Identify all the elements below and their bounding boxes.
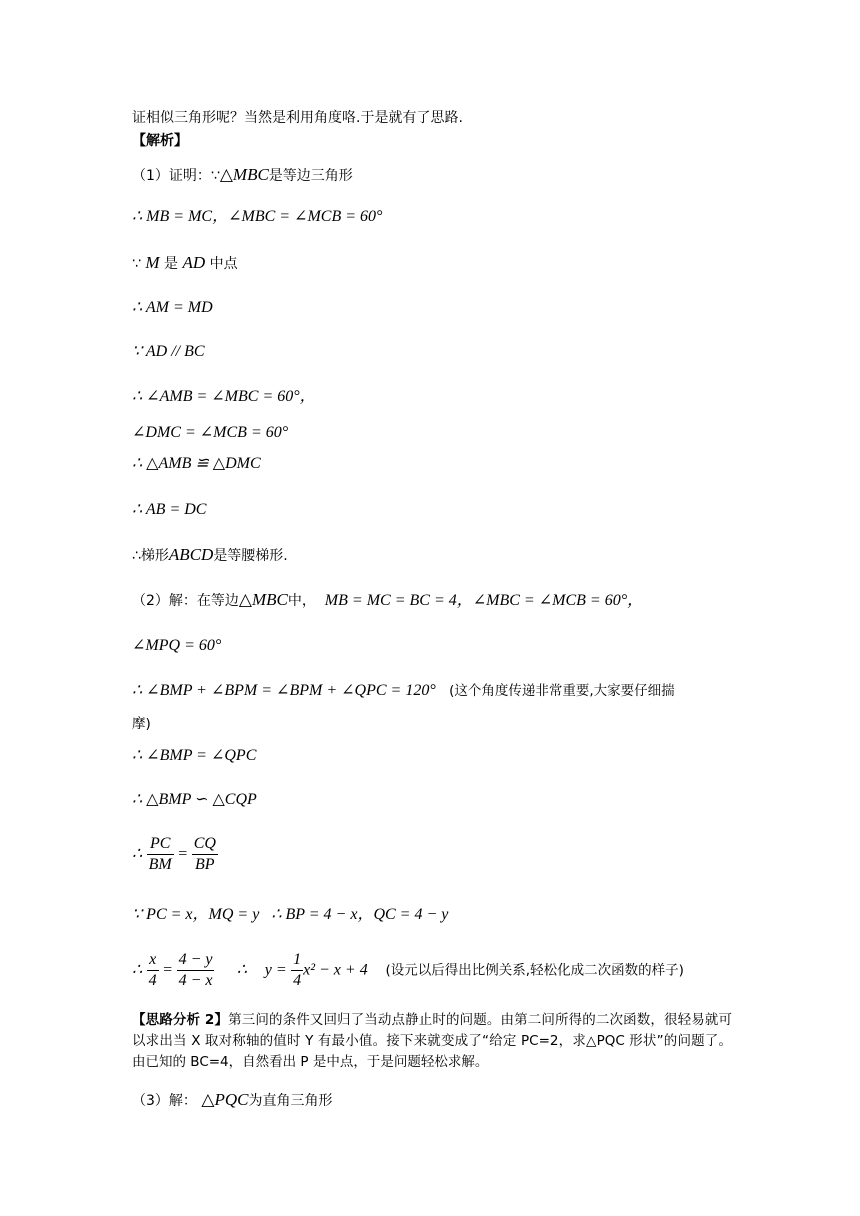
- section-heading-analysis: 【解析】: [132, 133, 188, 149]
- solution-line-4: ∴ ∠BMP = ∠QPC: [132, 747, 257, 764]
- proof-line-5: ∵ AD // BC: [132, 343, 205, 360]
- analysis-paragraph: 【思路分析 2】第三问的条件又回归了当动点静止时的问题。由第二问所得的二次函数，很轻易就可以求出当 X 取对称轴的值时 Y 有最小值。接下来就变成了“给定 PC=2，求△PQC 形状”的问题了。由已知的 BC=4，自然看出 P 是中点，于是问题轻松求解。: [132, 1012, 733, 1070]
- proof-line-3: ∵ M 是 AD 中点: [132, 253, 238, 272]
- solution-line-3-cont: 摩): [132, 716, 151, 732]
- proof-line-9: ∴ AB = DC: [132, 501, 207, 518]
- proof-line-10: ∴梯形ABCD是等腰梯形.: [132, 545, 288, 564]
- solution-line-3: ∴ ∠BMP + ∠BPM = ∠BPM + ∠QPC = 120° (这个角度传递非常重要,大家要仔细揣: [132, 682, 675, 699]
- proof-line-6: ∴ ∠AMB = ∠MBC = 60°，: [132, 388, 316, 405]
- fraction-equation-2: ∴ $\frac{x}{4}$ = $\frac{4 - y}{4 - x}$ ∴ y = $\frac{1}{4}$ x² − x + 4 (设元以后得出比例关系,轻松化成二次函数的样子): [132, 951, 684, 989]
- proof-line-1: （1）证明：∵△MBC是等边三角形: [132, 165, 353, 184]
- solution-3-line: （3）解： △PQC为直角三角形: [132, 1090, 333, 1109]
- proof-line-7: ∠DMC = ∠MCB = 60°: [132, 424, 289, 441]
- proof-line-4: ∴ AM = MD: [132, 299, 213, 316]
- solution-line-2: ∠MPQ = 60°: [132, 637, 222, 654]
- proof-line-2: ∴ MB = MC，∠MBC = ∠MCB = 60°: [132, 208, 383, 225]
- solution-line-1: （2）解：在等边△MBC中， MB = MC = BC = 4，∠MBC = ∠MCB = 60°，: [132, 590, 644, 609]
- text-line: 证相似三角形呢？当然是利用角度咯.于是就有了思路.: [132, 110, 463, 126]
- solution-line-5: ∴ △BMP ∽ △CQP: [132, 791, 257, 808]
- solution-line-6: ∵ PC = x，MQ = y ∴ BP = 4 − x，QC = 4 − y: [132, 906, 449, 923]
- fraction-equation-1: ∴ $\frac{PC}{BM}$ = $\frac{CQ}{BP}$: [132, 835, 216, 873]
- proof-line-8: ∴ △AMB ≌ △DMC: [132, 455, 261, 472]
